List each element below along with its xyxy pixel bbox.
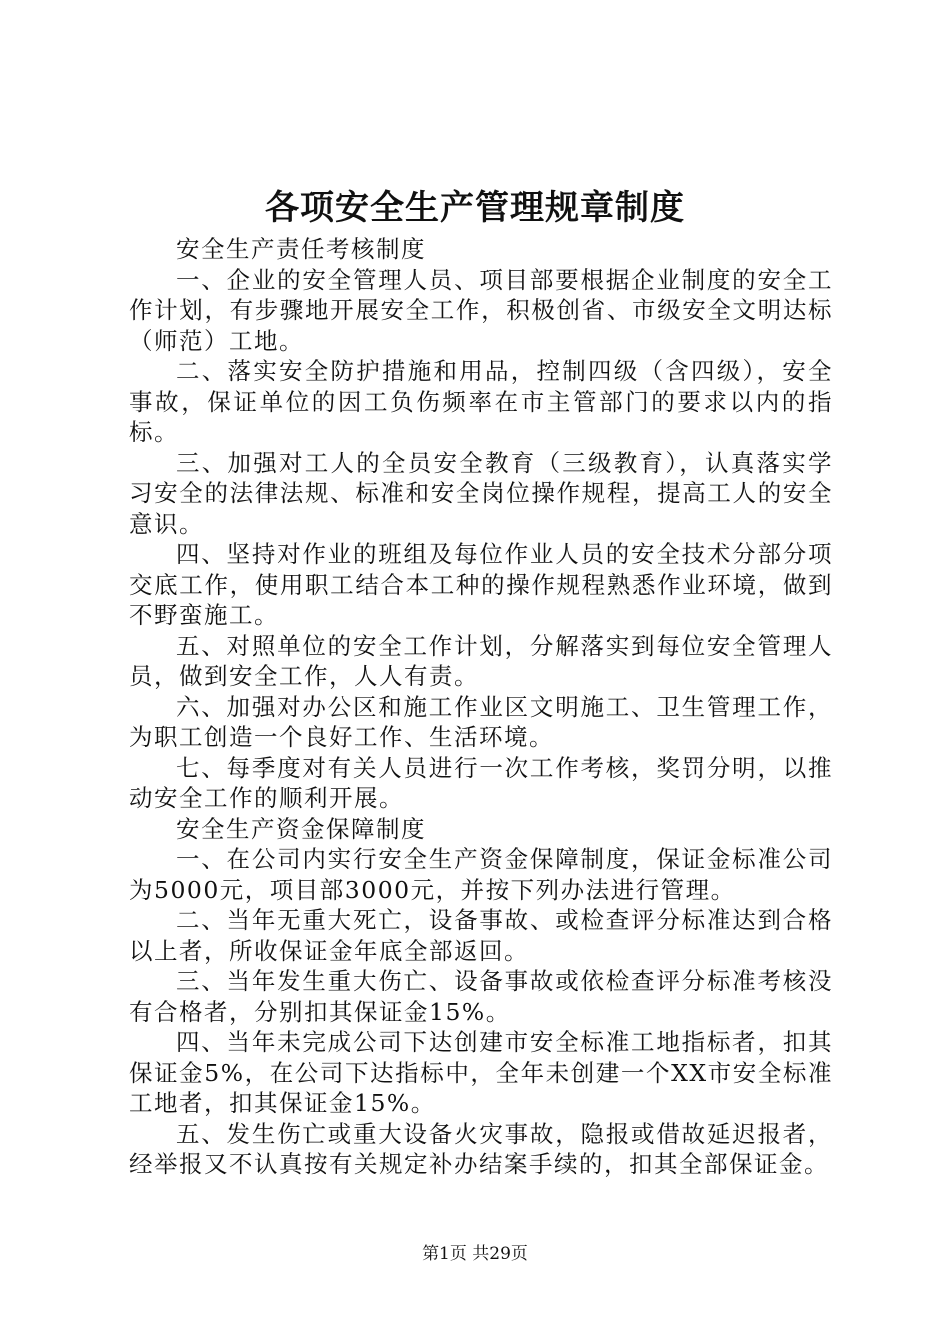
paragraph: 五、对照单位的安全工作计划，分解落实到每位安全管理人员，做到安全工作，人人有责。 bbox=[129, 631, 833, 690]
paragraph: 三、当年发生重大伤亡、设备事故或依检查评分标准考核没有合格者，分别扣其保证金15%。 bbox=[129, 967, 833, 1026]
paragraph: 五、发生伤亡或重大设备火灾事故，隐报或借故延迟报者，经举报又不认真按有关规定补办结案手续的，扣其全部保证金。 bbox=[129, 1119, 833, 1178]
page-number-footer: 第1页 共29页 bbox=[422, 1244, 528, 1264]
section-heading: 安全生产资金保障制度 bbox=[176, 814, 426, 843]
section-heading: 安全生产责任考核制度 bbox=[176, 235, 426, 263]
document-title: 各项安全生产管理规章制度 bbox=[265, 188, 685, 228]
paragraph: 三、加强对工人的全员安全教育（三级教育），认真落实学习安全的法律法规、标准和安全岗位操作规程，提高工人的安全意识。 bbox=[129, 448, 833, 538]
paragraph: 七、每季度对有关人员进行一次工作考核，奖罚分明，以推动安全工作的顺利开展。 bbox=[129, 753, 833, 812]
paragraph: 二、当年无重大死亡，设备事故、或检查评分标准达到合格以上者，所收保证金年底全部返回。 bbox=[129, 906, 833, 965]
paragraph: 二、落实安全防护措施和用品，控制四级（含四级），安全事故，保证单位的因工负伤频率在市主管部门的要求以内的指标。 bbox=[129, 357, 833, 446]
paragraph: 一、在公司内实行安全生产资金保障制度，保证金标准公司为5000元，项目部3000元，并按下列办法进行管理。 bbox=[129, 845, 833, 904]
paragraph: 六、加强对办公区和施工作业区文明施工、卫生管理工作，为职工创造一个良好工作、生活环境。 bbox=[129, 692, 833, 751]
paragraph: 一、企业的安全管理人员、项目部要根据企业制度的安全工作计划，有步骤地开展安全工作，积极创省、市级安全文明达标（师范）工地。 bbox=[129, 265, 833, 355]
document-body bbox=[129, 234, 833, 1180]
paragraph: 四、坚持对作业的班组及每位作业人员的安全技术分部分项交底工作，使用职工结合本工种的操作规程熟悉作业环境，做到不野蛮施工。 bbox=[129, 540, 833, 629]
paragraph: 四、当年未完成公司下达创建市安全标准工地指标者，扣其保证金5%，在公司下达指标中，全年未创建一个XX市安全标准工地者，扣其保证金15%。 bbox=[129, 1028, 833, 1117]
